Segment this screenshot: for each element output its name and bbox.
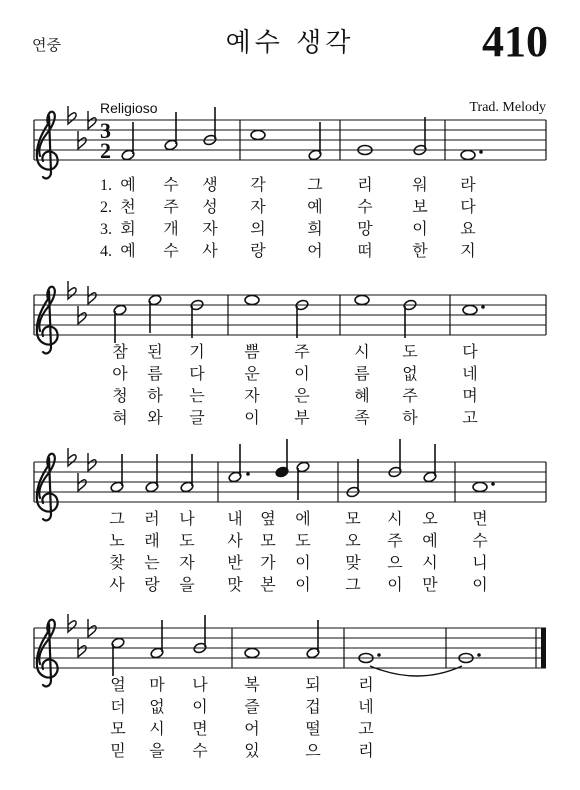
lyric-syllable: 맞 [345, 553, 361, 572]
lyric-syllable: 사 [202, 241, 218, 260]
lyric-syllable: 내 [227, 509, 243, 528]
lyric-syllable: 혜 [354, 386, 370, 405]
lyric-syllable: 보 [412, 197, 428, 216]
lyric-syllable: 네 [462, 364, 478, 383]
lyric-syllable: 예 [120, 241, 136, 260]
lyric-syllable: 다 [189, 364, 205, 383]
lyric-syllable: 가 [260, 553, 276, 572]
tempo-marking: 연중 [32, 36, 61, 54]
lyric-syllable: 이 [294, 364, 310, 383]
lyric-syllable: 며 [462, 386, 478, 405]
lyric-syllable: 오 [345, 531, 361, 550]
lyric-syllable: 된 [147, 342, 163, 361]
lyric-syllable: 모 [345, 509, 361, 528]
lyric-syllable: 쁨 [244, 342, 260, 361]
lyric-syllable: 이 [387, 575, 403, 594]
page-title: 예수 생각 [225, 28, 355, 58]
lyric-syllable: 이 [412, 219, 428, 238]
lyric-syllable: 도 [402, 342, 418, 361]
lyrics-system-3 [109, 509, 488, 594]
time-signature [100, 118, 111, 163]
lyric-syllable: 에 [295, 509, 311, 528]
lyric-syllable: 자 [179, 553, 195, 572]
lyric-syllable: 도 [179, 531, 195, 550]
lyric-syllable: 없 [402, 364, 418, 383]
lyric-syllable: 고 [462, 408, 478, 427]
lyric-syllable: 을 [179, 575, 195, 594]
verse-number-3: 3. [100, 221, 112, 238]
lyrics-system-2 [112, 342, 478, 427]
lyric-syllable: 도 [295, 531, 311, 550]
verse-numbers [100, 177, 112, 260]
lyric-syllable: 면 [192, 719, 208, 738]
dot [481, 305, 485, 309]
lyric-syllable: 래 [144, 531, 160, 550]
lyric-syllable: 망 [357, 219, 373, 238]
lyric-syllable: 없 [149, 697, 165, 716]
lyric-syllable: 름 [147, 364, 163, 383]
lyric-syllable: 리 [358, 741, 374, 760]
lyric-syllable: 수 [163, 175, 179, 194]
lyric-syllable: 떨 [305, 719, 321, 738]
lyric-syllable: 자 [250, 197, 266, 216]
lyric-syllable: 각 [250, 175, 266, 194]
lyric-syllable: 니 [472, 553, 488, 572]
lyric-syllable: 수 [192, 741, 208, 760]
dot [477, 653, 481, 657]
lyric-syllable: 사 [227, 531, 243, 550]
lyric-syllable: 주 [163, 197, 179, 216]
key-signature [68, 614, 96, 657]
treble-clef-icon [37, 287, 58, 354]
system-2 [34, 281, 546, 427]
lyric-syllable: 기 [189, 342, 205, 361]
melody-source: Trad. Melody [469, 100, 546, 115]
lyric-syllable: 한 [412, 241, 428, 260]
lyric-syllable: 성 [202, 197, 218, 216]
lyric-syllable: 하 [402, 408, 418, 427]
system-3 [34, 439, 546, 594]
dot [479, 150, 483, 154]
lyric-syllable: 그 [109, 509, 125, 528]
verse-number-2: 2. [100, 199, 112, 216]
lyric-syllable: 수 [357, 197, 373, 216]
staff-lines [34, 462, 546, 502]
notes [110, 439, 487, 500]
lyric-syllable: 워 [412, 175, 428, 194]
lyric-syllable: 모 [110, 719, 126, 738]
lyric-syllable: 노 [109, 531, 125, 550]
lyric-syllable: 그 [345, 575, 361, 594]
lyric-syllable: 이 [244, 408, 260, 427]
verse-number-4: 4. [100, 243, 112, 260]
lyric-syllable: 이 [295, 575, 311, 594]
lyric-syllable: 되 [305, 675, 321, 694]
lyric-syllable: 시 [354, 342, 370, 361]
lyric-syllable: 이 [295, 553, 311, 572]
lyric-syllable: 으 [387, 553, 403, 572]
lyric-syllable: 리 [358, 675, 374, 694]
lyric-syllable: 의 [250, 219, 266, 238]
lyric-syllable: 글 [189, 408, 205, 427]
lyric-syllable: 부 [294, 408, 310, 427]
time-sig-bottom: 2 [100, 138, 111, 163]
lyric-syllable: 이 [472, 575, 488, 594]
lyric-syllable: 랑 [144, 575, 160, 594]
lyric-syllable: 라 [460, 175, 476, 194]
system-1 [34, 106, 546, 260]
dot [246, 472, 250, 476]
lyric-syllable: 자 [244, 386, 260, 405]
notes [121, 107, 475, 161]
lyric-syllable: 다 [460, 197, 476, 216]
lyric-syllable: 혀 [112, 408, 128, 427]
lyric-syllable: 마 [149, 675, 165, 694]
lyric-syllable: 모 [260, 531, 276, 550]
lyric-syllable: 옆 [260, 509, 276, 528]
lyric-syllable: 개 [163, 219, 179, 238]
lyric-syllable: 즐 [244, 697, 260, 716]
lyric-syllable: 자 [202, 219, 218, 238]
lyric-syllable: 맛 [227, 575, 243, 594]
lyric-syllable: 주 [387, 531, 403, 550]
lyric-syllable: 반 [227, 553, 243, 572]
lyric-syllable: 운 [244, 364, 260, 383]
lyric-syllable: 주 [402, 386, 418, 405]
lyric-syllable: 예 [422, 531, 438, 550]
lyric-syllable: 리 [357, 175, 373, 194]
lyric-syllable: 예 [120, 175, 136, 194]
lyric-syllable: 수 [163, 241, 179, 260]
lyric-syllable: 복 [244, 675, 260, 694]
lyric-syllable: 러 [144, 509, 160, 528]
lyric-syllable: 회 [120, 219, 136, 238]
verse-number-1: 1. [100, 177, 112, 194]
key-signature [68, 106, 96, 149]
lyric-syllable: 요 [460, 219, 476, 238]
lyric-syllable: 수 [472, 531, 488, 550]
treble-clef-icon [37, 454, 58, 521]
lyric-syllable: 름 [354, 364, 370, 383]
lyric-syllable: 와 [147, 408, 163, 427]
lyric-syllable: 는 [144, 553, 160, 572]
lyric-syllable: 그 [307, 175, 323, 194]
lyric-syllable: 얼 [110, 675, 126, 694]
lyric-syllable: 본 [260, 575, 276, 594]
lyric-syllable: 랑 [250, 241, 266, 260]
lyric-syllable: 만 [422, 575, 438, 594]
time-sig-top: 3 [100, 118, 111, 143]
lyric-syllable: 는 [189, 386, 205, 405]
treble-clef-icon [37, 620, 58, 687]
dot [377, 653, 381, 657]
lyric-syllable: 있 [244, 741, 260, 760]
lyric-syllable: 찾 [109, 553, 125, 572]
lyric-syllable: 주 [294, 342, 310, 361]
system-4 [34, 614, 546, 760]
treble-clef-icon [37, 112, 58, 179]
lyric-syllable: 나 [192, 675, 208, 694]
lyrics-system-1 [120, 175, 476, 260]
notes [111, 615, 473, 676]
lyric-syllable: 떠 [357, 241, 373, 260]
lyric-syllable: 어 [244, 719, 260, 738]
lyric-syllable: 시 [422, 553, 438, 572]
lyric-syllable: 참 [112, 342, 128, 361]
key-signature [68, 448, 96, 491]
lyric-syllable: 청 [112, 386, 128, 405]
lyric-syllable: 아 [112, 364, 128, 383]
lyric-syllable: 생 [202, 175, 218, 194]
dot [491, 482, 495, 486]
lyric-syllable: 시 [149, 719, 165, 738]
lyric-syllable: 족 [354, 408, 370, 427]
notes [113, 294, 477, 343]
lyric-syllable: 예 [307, 197, 323, 216]
lyrics-system-4 [110, 675, 374, 760]
lyric-syllable: 어 [307, 241, 323, 260]
lyric-syllable: 겁 [305, 697, 321, 716]
hymn-number: 410 [482, 17, 548, 66]
lyric-syllable: 나 [179, 509, 195, 528]
lyric-syllable: 으 [305, 741, 321, 760]
lyric-syllable: 천 [120, 197, 136, 216]
lyric-syllable: 이 [192, 697, 208, 716]
lyric-syllable: 고 [358, 719, 374, 738]
expression-marking: Religioso [100, 100, 158, 116]
key-signature [68, 281, 96, 324]
lyric-syllable: 사 [109, 575, 125, 594]
lyric-syllable: 믿 [110, 741, 126, 760]
lyric-syllable: 네 [358, 697, 374, 716]
lyric-syllable: 희 [307, 219, 323, 238]
lyric-syllable: 하 [147, 386, 163, 405]
lyric-syllable: 지 [460, 241, 476, 260]
lyric-syllable: 다 [462, 342, 478, 361]
lyric-syllable: 오 [422, 509, 438, 528]
lyric-syllable: 면 [472, 509, 488, 528]
lyric-syllable: 을 [149, 741, 165, 760]
lyric-syllable: 시 [387, 509, 403, 528]
lyric-syllable: 더 [110, 697, 126, 716]
final-barline [541, 628, 546, 668]
lyric-syllable: 은 [294, 386, 310, 405]
